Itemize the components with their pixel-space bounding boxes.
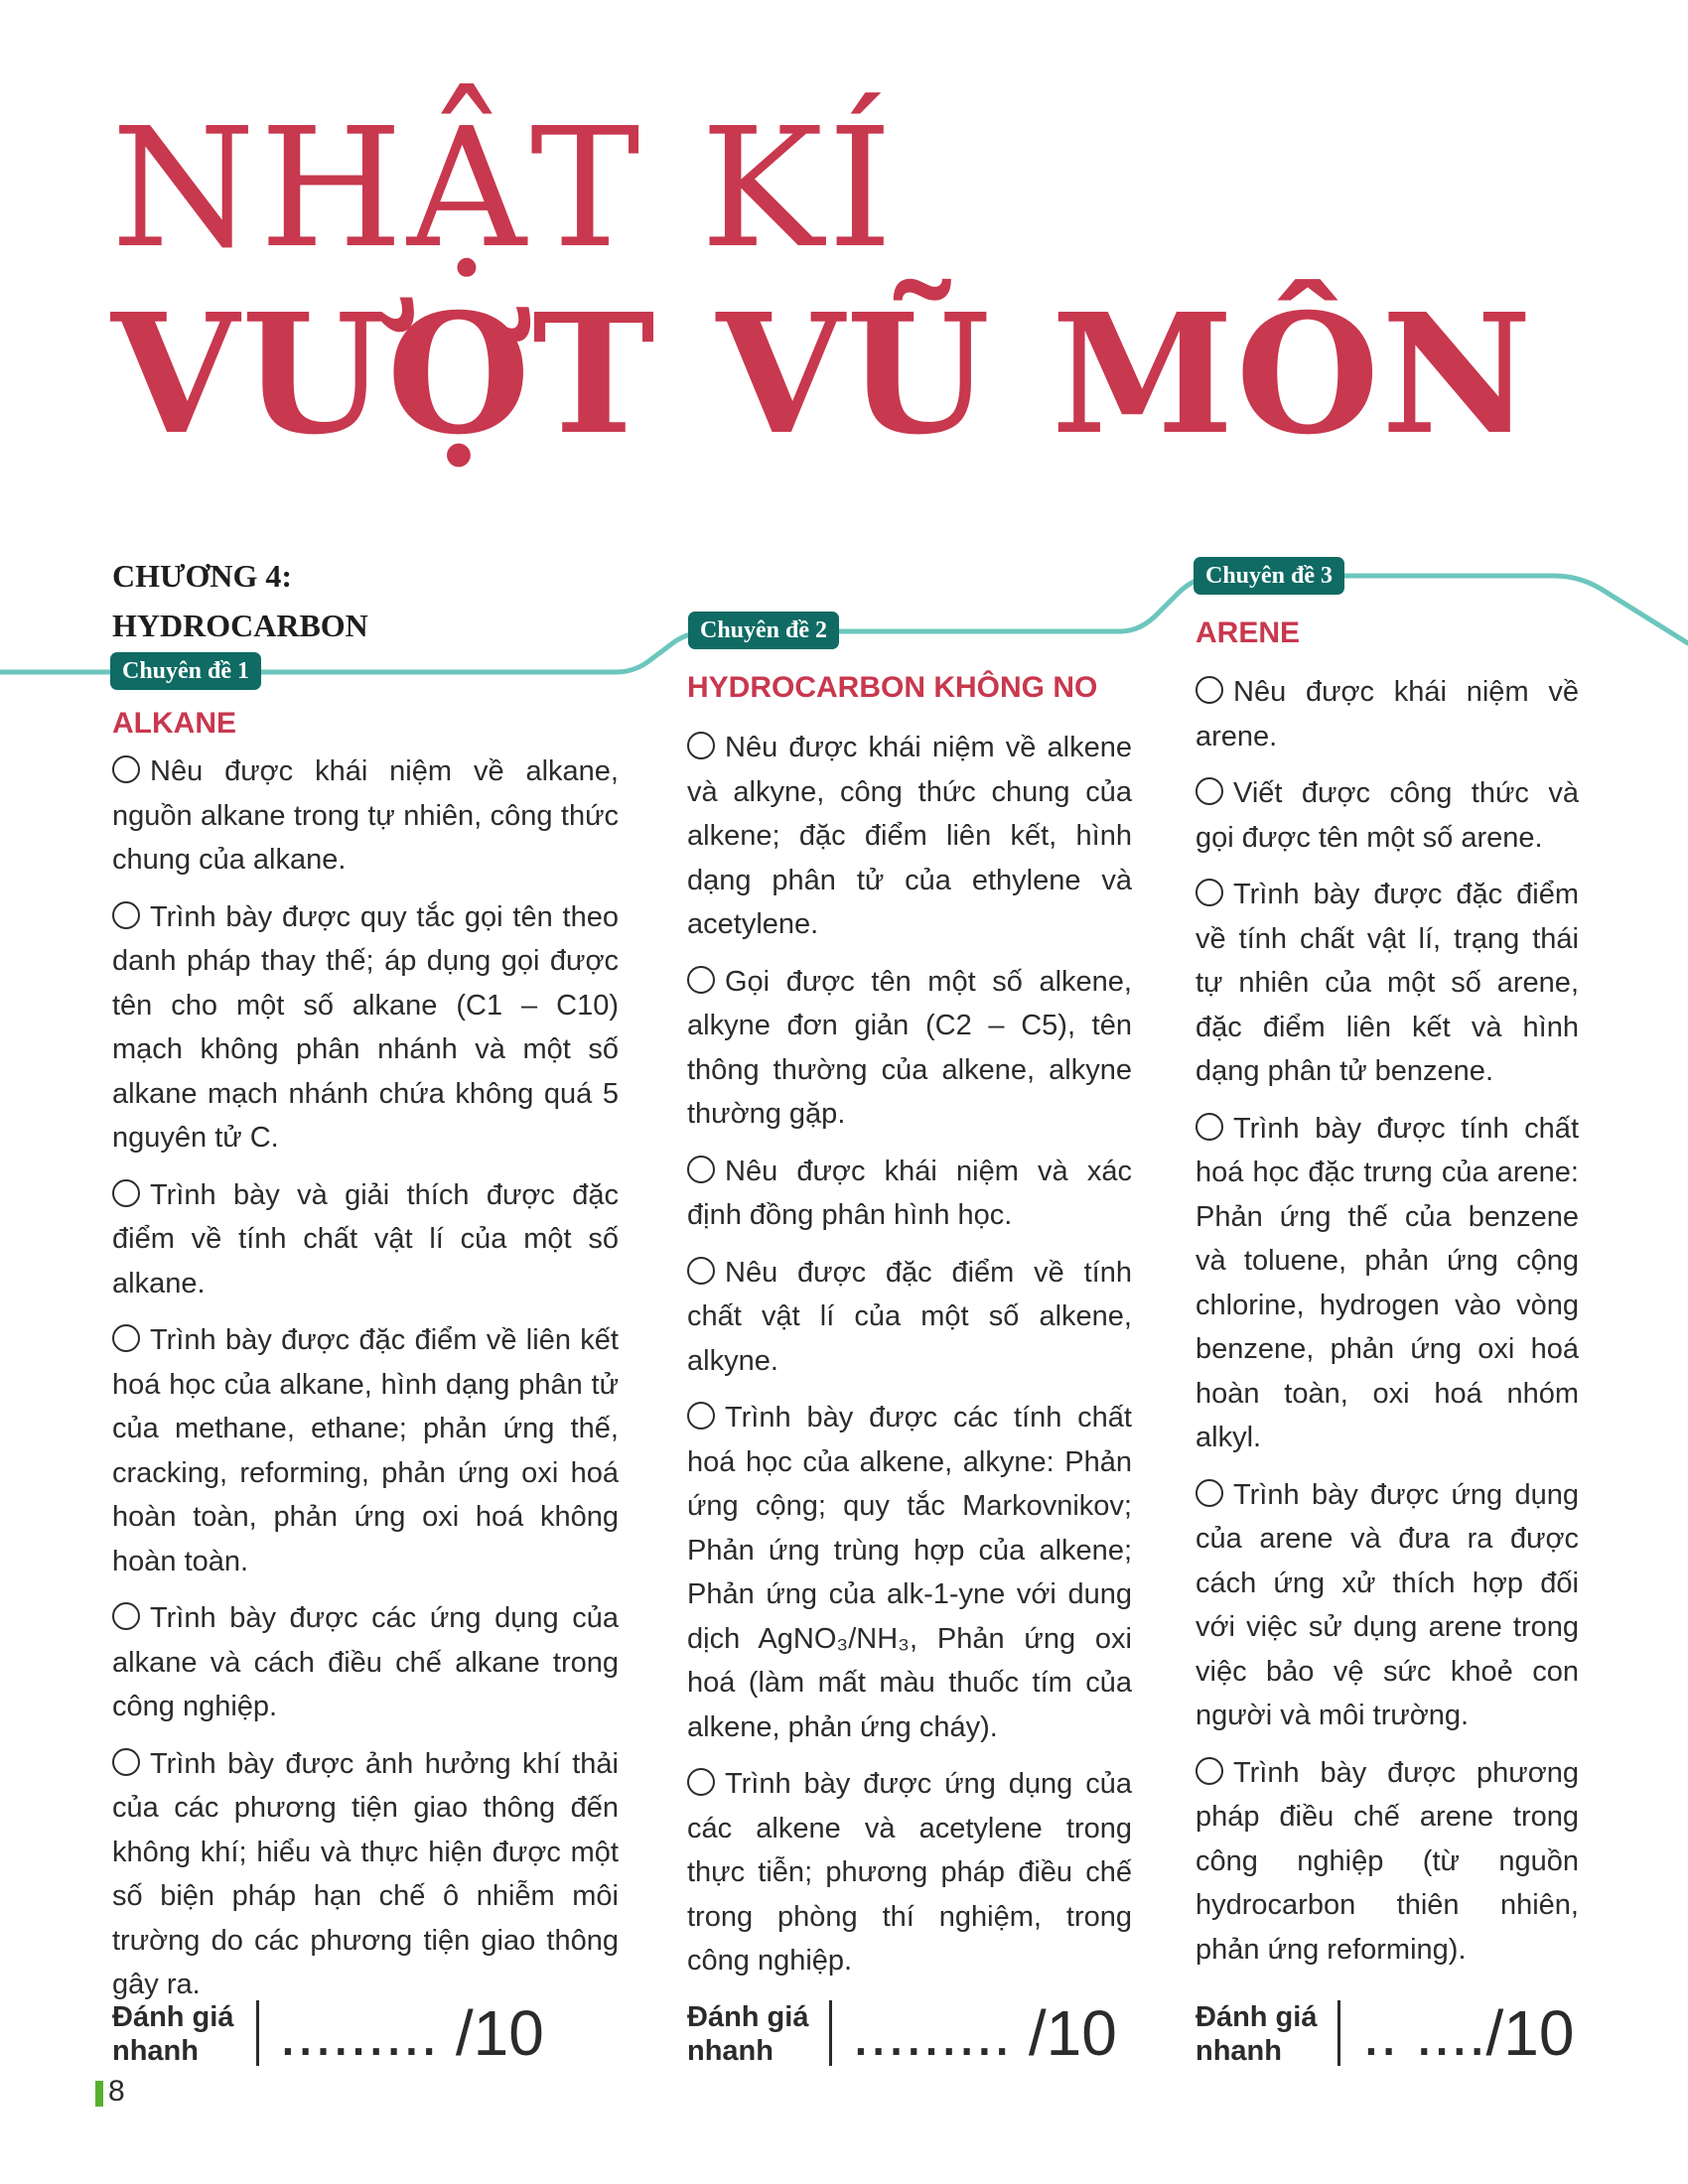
checkbox-circle-icon[interactable]	[687, 1768, 715, 1796]
topic-1-objectives	[112, 750, 619, 2020]
objective-item: Trình bày được các tính chất hoá học của alkene, alkyne: Phản ứng cộng; quy tắc Markovnikov; Phản ứng trùng hợp của alkene; Phản ứng của alk-1-yne với dung dịch AgNO₃/NH₃, Phản ứng oxi hoá (làm mất màu thuốc tím của alkene, phản ứng cháy).	[687, 1402, 1132, 1743]
checkbox-circle-icon[interactable]	[687, 1257, 715, 1285]
checkbox-circle-icon[interactable]	[112, 1179, 140, 1207]
objective-item: Trình bày được tính chất hoá học đặc trưng của arene: Phản ứng thế của benzene và toluene, phản ứng cộng chlorine, hydrogen vào vòng benzene, phản ứng oxi hoá hoàn toàn, oxi hoá nhóm alkyl.	[1196, 1112, 1579, 1453]
topic-3-objectives	[1196, 670, 1579, 1984]
objective-item: Viết được công thức và gọi được tên một số arene.	[1196, 777, 1579, 854]
objective-item: Trình bày được các ứng dụng của alkane và cách điều chế alkane trong công nghiệp.	[112, 1602, 619, 1722]
checkbox-circle-icon[interactable]	[1196, 879, 1223, 906]
objective-item: Nêu được khái niệm về alkene và alkyne, công thức chung của alkene; đặc điểm liên kết, hình dạng phân tử của ethylene và acetylene.	[687, 732, 1132, 940]
objective-item: Trình bày được ứng dụng của các alkene và acetylene trong thực tiễn; phương pháp điều chế trong phòng thí nghiệm, trong công nghiệp.	[687, 1768, 1132, 1977]
chapter-name: HYDROCARBON	[112, 608, 368, 643]
topic-1-badge: Chuyên đề 1	[110, 652, 261, 690]
rating-score-field[interactable]: .. ..../10	[1362, 1997, 1575, 2069]
checkbox-circle-icon[interactable]	[687, 966, 715, 994]
checkbox-circle-icon[interactable]	[1196, 777, 1223, 805]
page-title-line2: VƯỢT VŨ MÔN	[111, 278, 1534, 472]
objective-item: Nêu được khái niệm và xác định đồng phân hình học.	[687, 1155, 1132, 1231]
checkbox-circle-icon[interactable]	[687, 732, 715, 759]
topic-1-rating	[112, 1998, 629, 2068]
topic-1-title: ALKANE	[112, 707, 236, 740]
checkbox-circle-icon[interactable]	[687, 1156, 715, 1183]
objective-item: Nêu được khái niệm về arene.	[1196, 676, 1579, 752]
topic-2-title: HYDROCARBON KHÔNG NO	[687, 671, 1098, 704]
page-title-line1: NHẬT KÍ	[111, 93, 897, 285]
topic-2-badge: Chuyên đề 2	[688, 612, 839, 649]
objective-item: Trình bày được ảnh hưởng khí thải của các phương tiện giao thông đến không khí; hiểu và thực hiện được một số biện pháp hạn chế ô nhiễm môi trường do các phương tiện giao thông gây ra.	[112, 1747, 619, 2000]
objective-item: Trình bày và giải thích được đặc điểm về tính chất vật lí của một số alkane.	[112, 1178, 619, 1299]
objective-item: Trình bày được phương pháp điều chế arene trong công nghiệp (từ nguồn hydrocarbon thiên nhiên, phản ứng reforming).	[1196, 1756, 1579, 1966]
chapter-number: CHƯƠNG 4:	[112, 558, 293, 594]
objective-item: Trình bày được đặc điểm về tính chất vật lí, trạng thái tự nhiên của một số arene, đặc điểm liên kết và hình dạng phân tử benzene.	[1196, 879, 1579, 1087]
topic-3-title: ARENE	[1196, 616, 1301, 649]
rating-score-field[interactable]: ......... /10	[852, 1997, 1117, 2069]
checkbox-circle-icon[interactable]	[1196, 1479, 1223, 1507]
objective-item: Trình bày được quy tắc gọi tên theo danh pháp thay thế; áp dụng gọi được tên cho một số alkane (C1 – C10) mạch không phân nhánh và một số alkane mạch nhánh chứa không quá 5 nguyên tử C.	[112, 900, 619, 1154]
rating-label: Đánh giá nhanh	[1196, 2001, 1318, 2067]
rating-divider	[829, 2000, 832, 2066]
objective-item: Trình bày được đặc điểm về liên kết hoá học của alkane, hình dạng phân tử của methane, ethane; phản ứng thế, cracking, reforming, phản ứng oxi hoá hoàn toàn, phản ứng oxi hoá không hoàn toàn.	[112, 1324, 619, 1577]
checkbox-circle-icon[interactable]	[1196, 1757, 1223, 1785]
checkbox-circle-icon[interactable]	[1196, 676, 1223, 704]
checkbox-circle-icon[interactable]	[112, 1324, 140, 1352]
rating-label: Đánh giá nhanh	[687, 2001, 809, 2067]
rating-score-field[interactable]: ......... /10	[279, 1997, 544, 2069]
objective-item: Trình bày được ứng dụng của arene và đưa ra được cách ứng xử thích hợp đối với việc sử dụng arene trong việc bảo vệ sức khoẻ con người và môi trường.	[1196, 1478, 1579, 1731]
checkbox-circle-icon[interactable]	[687, 1402, 715, 1430]
page-number: 8	[108, 2075, 125, 2108]
topic-3-rating	[1196, 1998, 1593, 2068]
checkbox-circle-icon[interactable]	[112, 901, 140, 929]
objective-item: Nêu được khái niệm về alkane, nguồn alkane trong tự nhiên, công thức chung của alkane.	[112, 755, 619, 876]
topic-3-badge: Chuyên đề 3	[1194, 557, 1344, 595]
rating-divider	[256, 2000, 259, 2066]
objective-item: Nêu được đặc điểm về tính chất vật lí của một số alkene, alkyne.	[687, 1256, 1132, 1377]
rating-divider	[1337, 2000, 1340, 2066]
checkbox-circle-icon[interactable]	[112, 1748, 140, 1776]
topic-2-rating	[687, 1998, 1144, 2068]
rating-label: Đánh giá nhanh	[112, 2001, 234, 2067]
topic-route-line	[0, 0, 1688, 695]
topic-2-objectives	[687, 726, 1132, 1996]
checkbox-circle-icon[interactable]	[112, 1602, 140, 1630]
page-number-marker	[95, 2081, 103, 2107]
checkbox-circle-icon[interactable]	[112, 755, 140, 783]
objective-item: Gọi được tên một số alkene, alkyne đơn giản (C2 – C5), tên thông thường của alkene, alkyne thường gặp.	[687, 965, 1132, 1130]
checkbox-circle-icon[interactable]	[1196, 1113, 1223, 1141]
